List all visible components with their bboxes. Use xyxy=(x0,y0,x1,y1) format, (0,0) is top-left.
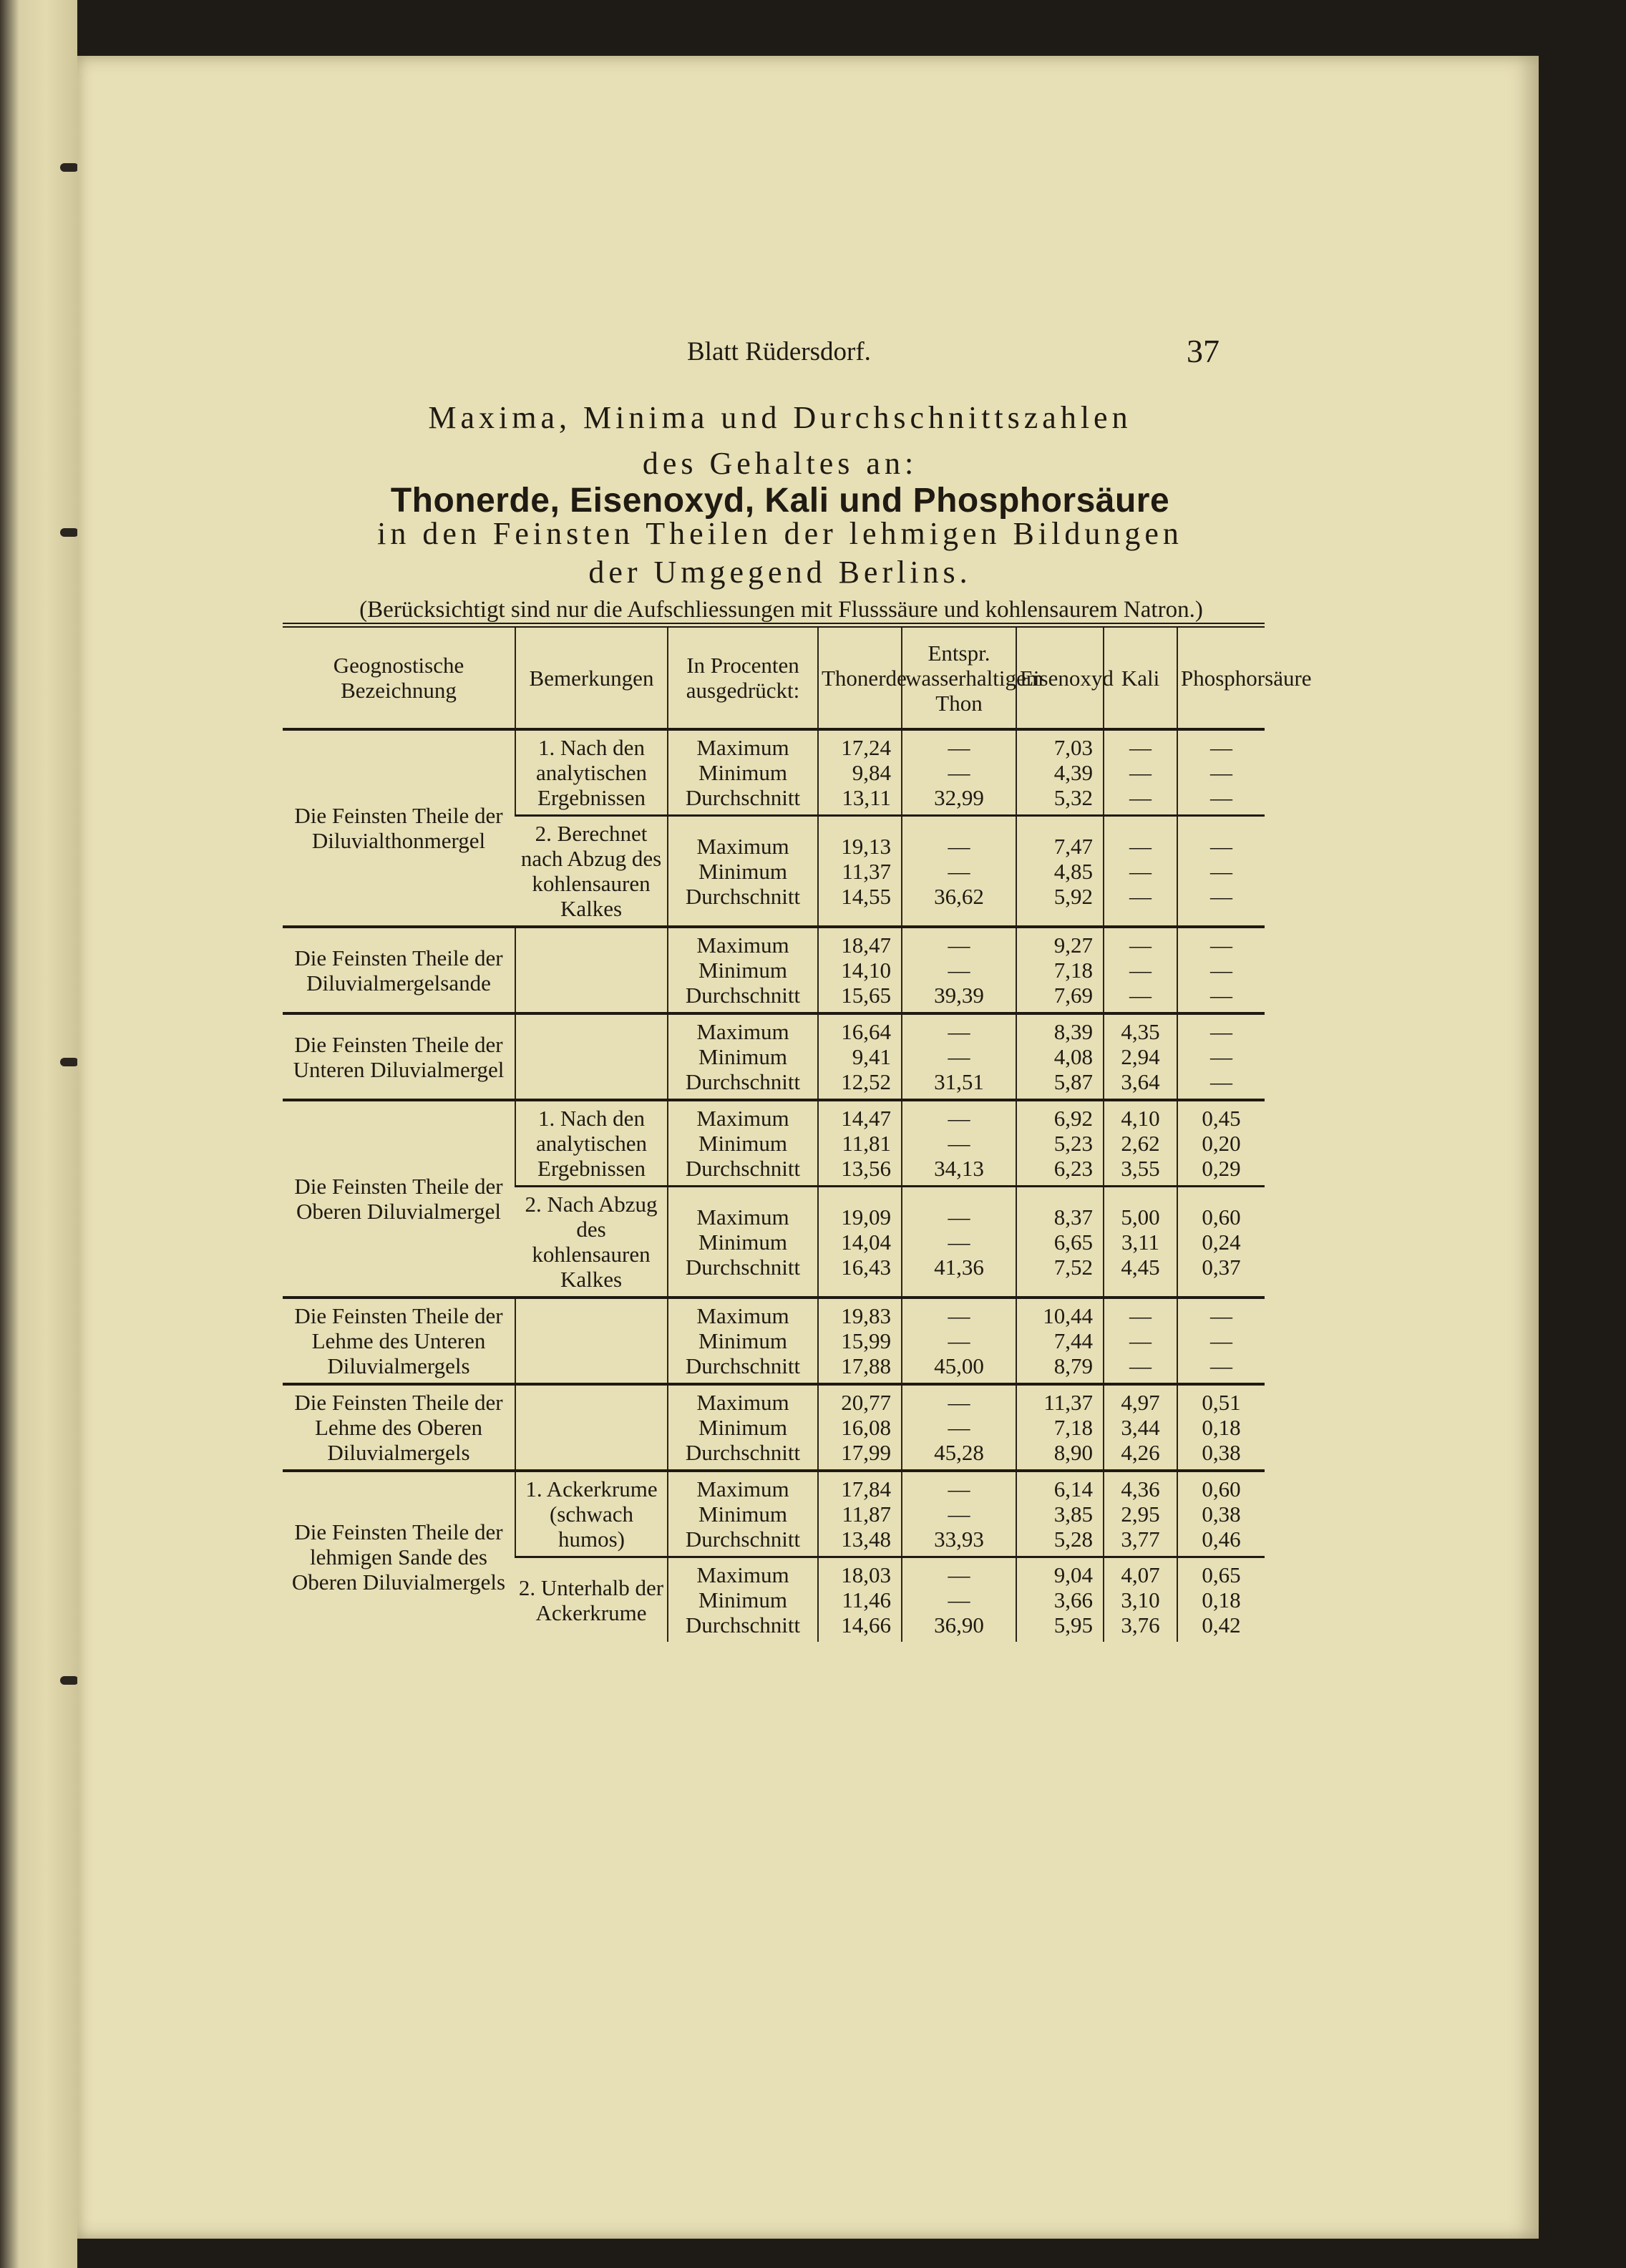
eisen-cell xyxy=(1016,729,1104,816)
stat-label: Minimum xyxy=(698,760,787,785)
header-percent: In Procenten ausgedrückt: xyxy=(668,626,818,730)
eisen-value: 7,47 xyxy=(1053,833,1093,859)
kali-value: 4,26 xyxy=(1121,1440,1160,1465)
eisen-cell xyxy=(1016,816,1104,928)
stat-label: Durchschnitt xyxy=(685,883,801,909)
group-label: Die Feinsten Theile der lehmigen Sande des Oberen Diluvialmergels xyxy=(283,1471,515,1642)
eisen-value: 4,08 xyxy=(1053,1044,1093,1069)
eisen-value: 7,18 xyxy=(1053,958,1093,983)
thon-value: 19,13 xyxy=(841,833,891,859)
wasser-value: 39,39 xyxy=(934,983,984,1008)
stat-label: Minimum xyxy=(698,1328,787,1353)
phos-value: — xyxy=(1210,858,1232,884)
wasser-value: 31,51 xyxy=(934,1069,984,1094)
wasser-cell xyxy=(902,816,1016,928)
title-line-4: in den Feinsten Theilen der lehmigen Bildungen xyxy=(377,516,1183,551)
eisen-cell xyxy=(1016,1187,1104,1298)
wasser-value: — xyxy=(948,1328,970,1353)
kali-value: 2,62 xyxy=(1121,1131,1160,1156)
wasser-value: — xyxy=(948,1303,970,1328)
stat-label: Minimum xyxy=(698,1131,787,1156)
stat-label: Minimum xyxy=(698,1044,787,1069)
thon-value: 16,64 xyxy=(841,1019,891,1044)
wasser-value: — xyxy=(948,1562,970,1587)
phos-cell xyxy=(1177,816,1265,928)
header-kali: Kali xyxy=(1104,626,1177,730)
wasser-value: — xyxy=(948,958,970,983)
binding-mark xyxy=(60,1676,79,1685)
stat-label: Maximum xyxy=(696,1303,789,1328)
wasser-value: — xyxy=(948,1204,970,1230)
kali-cell xyxy=(1104,729,1177,816)
table-row xyxy=(283,1100,1265,1187)
wasser-value: — xyxy=(948,1019,970,1044)
eisen-value: 10,44 xyxy=(1043,1303,1093,1328)
kali-value: 3,77 xyxy=(1121,1527,1160,1552)
table-body xyxy=(283,729,1265,1642)
remark-cell: 1. Nach den analytischen Ergebnissen xyxy=(515,729,668,816)
phos-value: — xyxy=(1210,1044,1232,1069)
thon-cell xyxy=(818,1187,902,1298)
header-eisenoxyd: Eisenoxyd xyxy=(1016,626,1104,730)
title-line-1: Maxima, Minima und Durchschnittszahlen xyxy=(428,400,1132,435)
stat-label: Durchschnitt xyxy=(685,1612,801,1637)
table-row xyxy=(283,1471,1265,1557)
eisen-value: 8,39 xyxy=(1053,1019,1093,1044)
eisen-cell xyxy=(1016,1298,1104,1384)
eisen-cell xyxy=(1016,1557,1104,1642)
kali-value: — xyxy=(1129,760,1152,785)
thon-value: 11,46 xyxy=(842,1587,891,1612)
binding-mark xyxy=(60,528,79,537)
remark-cell: 2. Berechnet nach Abzug des kohlensauren Kalkes xyxy=(515,816,668,928)
remark-cell: 1. Nach den analytischen Ergebnissen xyxy=(515,1100,668,1187)
eisen-cell xyxy=(1016,1384,1104,1471)
eisen-value: 4,85 xyxy=(1053,858,1093,884)
remark-cell: 2. Nach Abzug des kohlensauren Kalkes xyxy=(515,1187,668,1298)
thon-value: 16,08 xyxy=(841,1415,891,1440)
thon-value: 14,47 xyxy=(841,1106,891,1131)
phos-value: — xyxy=(1210,1069,1232,1094)
thon-value: 18,03 xyxy=(841,1562,891,1587)
thon-value: 17,88 xyxy=(841,1353,891,1378)
remark-cell xyxy=(515,1384,668,1471)
eisen-value: 9,27 xyxy=(1053,933,1093,958)
thon-cell xyxy=(818,1471,902,1557)
stat-label: Durchschnitt xyxy=(685,1156,801,1181)
eisen-value: 5,95 xyxy=(1053,1612,1093,1637)
thon-value: 11,87 xyxy=(842,1502,891,1527)
wasser-cell xyxy=(902,1384,1016,1471)
stat-cell xyxy=(668,816,818,928)
stat-label: Minimum xyxy=(698,1587,787,1612)
wasser-value: — xyxy=(948,735,970,760)
eisen-value: 6,23 xyxy=(1053,1156,1093,1181)
table-row xyxy=(283,1013,1265,1100)
phos-cell xyxy=(1177,729,1265,816)
table-row xyxy=(283,1384,1265,1471)
kali-cell xyxy=(1104,1013,1177,1100)
eisen-value: 7,52 xyxy=(1053,1254,1093,1280)
header-thonerde: Thonerde xyxy=(818,626,902,730)
method-note: (Berücksichtigt sind nur die Aufschliessungen mit Flusssäure und kohlensaurem Natron.) xyxy=(359,597,1203,623)
stat-cell xyxy=(668,927,818,1013)
phos-value: 0,29 xyxy=(1202,1156,1241,1181)
phos-value: 0,24 xyxy=(1202,1229,1241,1255)
group-label: Die Feinsten Theile der Unteren Diluvialmergel xyxy=(283,1013,515,1100)
wasser-value: — xyxy=(948,1131,970,1156)
eisen-value: 7,18 xyxy=(1053,1415,1093,1440)
thon-cell xyxy=(818,816,902,928)
thon-value: 13,48 xyxy=(841,1527,891,1552)
stat-label: Durchschnitt xyxy=(685,1069,801,1094)
phos-cell xyxy=(1177,1557,1265,1642)
kali-value: 4,97 xyxy=(1121,1390,1160,1415)
wasser-value: — xyxy=(948,1044,970,1069)
phos-value: — xyxy=(1210,760,1232,785)
kali-value: — xyxy=(1129,735,1152,760)
thon-value: 16,43 xyxy=(841,1254,891,1280)
thon-value: 18,47 xyxy=(841,933,891,958)
eisen-value: 8,90 xyxy=(1053,1440,1093,1465)
thon-value: 11,81 xyxy=(842,1131,891,1156)
stat-label: Minimum xyxy=(698,858,787,884)
kali-value: 4,45 xyxy=(1121,1254,1160,1280)
wasser-cell xyxy=(902,927,1016,1013)
title-line-5: der Umgegend Berlins. xyxy=(588,555,972,590)
eisen-value: 3,85 xyxy=(1053,1502,1093,1527)
eisen-value: 5,32 xyxy=(1053,785,1093,810)
thon-value: 15,65 xyxy=(841,983,891,1008)
thon-value: 9,41 xyxy=(852,1044,891,1069)
kali-value: 3,55 xyxy=(1121,1156,1160,1181)
wasser-cell xyxy=(902,1187,1016,1298)
wasser-value: — xyxy=(948,833,970,859)
stat-label: Durchschnitt xyxy=(685,1527,801,1552)
remark-cell: 2. Unterhalb der Ackerkrume xyxy=(515,1557,668,1642)
wasser-value: — xyxy=(948,1502,970,1527)
table-row xyxy=(283,1298,1265,1384)
eisen-value: 7,44 xyxy=(1053,1328,1093,1353)
phos-value: — xyxy=(1210,958,1232,983)
page-number: 37 xyxy=(1187,333,1220,369)
phos-value: 0,20 xyxy=(1202,1131,1241,1156)
kali-value: 4,35 xyxy=(1121,1019,1160,1044)
eisen-value: 11,37 xyxy=(1043,1390,1093,1415)
eisen-cell xyxy=(1016,1013,1104,1100)
wasser-cell xyxy=(902,1013,1016,1100)
wasser-cell xyxy=(902,1100,1016,1187)
thon-value: 20,77 xyxy=(841,1390,891,1415)
thon-value: 9,84 xyxy=(852,760,891,785)
eisen-value: 5,28 xyxy=(1053,1527,1093,1552)
phos-cell xyxy=(1177,1187,1265,1298)
thon-cell xyxy=(818,1013,902,1100)
phos-value: 0,51 xyxy=(1202,1390,1241,1415)
kali-value: — xyxy=(1129,1328,1152,1353)
thon-value: 17,24 xyxy=(841,735,891,760)
phos-value: — xyxy=(1210,1019,1232,1044)
thon-value: 13,56 xyxy=(841,1156,891,1181)
stat-cell xyxy=(668,1013,818,1100)
thon-cell xyxy=(818,927,902,1013)
thon-value: 14,66 xyxy=(841,1612,891,1637)
stat-cell xyxy=(668,1557,818,1642)
thon-cell xyxy=(818,1298,902,1384)
phos-value: 0,60 xyxy=(1202,1476,1241,1502)
phos-value: — xyxy=(1210,833,1232,859)
kali-cell xyxy=(1104,1384,1177,1471)
header-thon: Entspr. wasserhaltigem Thon xyxy=(902,626,1016,730)
wasser-value: 45,28 xyxy=(934,1440,984,1465)
phos-value: 0,18 xyxy=(1202,1587,1241,1612)
eisen-value: 9,04 xyxy=(1053,1562,1093,1587)
wasser-value: — xyxy=(948,933,970,958)
running-title: Blatt Rüdersdorf. xyxy=(687,337,871,366)
eisen-value: 6,92 xyxy=(1053,1106,1093,1131)
kali-cell xyxy=(1104,1100,1177,1187)
eisen-value: 4,39 xyxy=(1053,760,1093,785)
kali-value: 4,07 xyxy=(1121,1562,1160,1587)
phos-value: 0,37 xyxy=(1202,1254,1241,1280)
stat-label: Maximum xyxy=(696,1019,789,1044)
thon-value: 19,09 xyxy=(841,1204,891,1230)
kali-value: 4,10 xyxy=(1121,1106,1160,1131)
thon-value: 14,55 xyxy=(841,883,891,909)
kali-value: — xyxy=(1129,1353,1152,1378)
remark-cell xyxy=(515,927,668,1013)
group-label: Die Feinsten Theile der Lehme des Oberen Diluvialmergels xyxy=(283,1384,515,1471)
phos-value: — xyxy=(1210,1328,1232,1353)
kali-cell xyxy=(1104,927,1177,1013)
phos-value: 0,38 xyxy=(1202,1440,1241,1465)
wasser-value: — xyxy=(948,1106,970,1131)
stat-label: Maximum xyxy=(696,1476,789,1502)
kali-value: 4,36 xyxy=(1121,1476,1160,1502)
thon-value: 11,37 xyxy=(842,858,891,884)
phos-value: — xyxy=(1210,1303,1232,1328)
remark-cell xyxy=(515,1298,668,1384)
kali-cell xyxy=(1104,816,1177,928)
eisen-cell xyxy=(1016,1100,1104,1187)
header-phosphor: Phosphorsäure xyxy=(1177,626,1265,730)
stat-label: Maximum xyxy=(696,833,789,859)
phos-value: — xyxy=(1210,983,1232,1008)
phos-cell xyxy=(1177,1013,1265,1100)
kali-value: 5,00 xyxy=(1121,1204,1160,1230)
thon-value: 13,11 xyxy=(842,785,891,810)
phos-value: — xyxy=(1210,933,1232,958)
stat-label: Durchschnitt xyxy=(685,1353,801,1378)
wasser-value: — xyxy=(948,760,970,785)
binding-mark xyxy=(60,163,79,172)
wasser-value: — xyxy=(948,1415,970,1440)
group-label: Die Feinsten Theile der Lehme des Unteren Diluvialmergels xyxy=(283,1298,515,1384)
stat-label: Maximum xyxy=(696,735,789,760)
eisen-value: 5,23 xyxy=(1053,1131,1093,1156)
phos-value: 0,46 xyxy=(1202,1527,1241,1552)
title-line-2: des Gehaltes an: xyxy=(642,446,918,481)
eisen-value: 7,69 xyxy=(1053,983,1093,1008)
phos-cell xyxy=(1177,1471,1265,1557)
phos-value: — xyxy=(1210,1353,1232,1378)
binding-mark xyxy=(60,1058,79,1066)
thon-value: 14,10 xyxy=(841,958,891,983)
stat-label: Durchschnitt xyxy=(685,785,801,810)
stat-label: Maximum xyxy=(696,1106,789,1131)
stat-cell xyxy=(668,1471,818,1557)
thon-cell xyxy=(818,1557,902,1642)
kali-value: 3,76 xyxy=(1121,1612,1160,1637)
thon-cell xyxy=(818,1100,902,1187)
group-label: Die Feinsten Theile der Diluvialmergelsande xyxy=(283,927,515,1013)
phos-cell xyxy=(1177,1384,1265,1471)
phos-cell xyxy=(1177,1100,1265,1187)
stat-label: Maximum xyxy=(696,1390,789,1415)
phos-value: 0,18 xyxy=(1202,1415,1241,1440)
eisen-value: 6,14 xyxy=(1053,1476,1093,1502)
thon-value: 19,83 xyxy=(841,1303,891,1328)
kali-value: 3,10 xyxy=(1121,1587,1160,1612)
wasser-value: — xyxy=(948,1390,970,1415)
phos-value: 0,60 xyxy=(1202,1204,1241,1230)
eisen-cell xyxy=(1016,1471,1104,1557)
remark-cell xyxy=(515,1013,668,1100)
kali-value: — xyxy=(1129,858,1152,884)
stat-cell xyxy=(668,1100,818,1187)
thon-value: 15,99 xyxy=(841,1328,891,1353)
wasser-value: — xyxy=(948,858,970,884)
eisen-value: 6,65 xyxy=(1053,1229,1093,1255)
wasser-cell xyxy=(902,1557,1016,1642)
eisen-cell xyxy=(1016,927,1104,1013)
stat-label: Durchschnitt xyxy=(685,1440,801,1465)
stat-label: Maximum xyxy=(696,933,789,958)
kali-cell xyxy=(1104,1557,1177,1642)
thon-cell xyxy=(818,729,902,816)
phos-value: 0,65 xyxy=(1202,1562,1241,1587)
kali-cell xyxy=(1104,1187,1177,1298)
stat-label: Minimum xyxy=(698,1415,787,1440)
book-gutter xyxy=(0,0,77,2268)
group-label: Die Feinsten Theile der Oberen Diluvialmergel xyxy=(283,1100,515,1298)
kali-value: — xyxy=(1129,1303,1152,1328)
wasser-value: 33,93 xyxy=(934,1527,984,1552)
eisen-value: 5,87 xyxy=(1053,1069,1093,1094)
title-line-3: Thonerde, Eisenoxyd, Kali und Phosphorsäure xyxy=(390,482,1170,520)
wasser-value: — xyxy=(948,1587,970,1612)
kali-value: — xyxy=(1129,833,1152,859)
kali-value: 2,94 xyxy=(1121,1044,1160,1069)
wasser-value: 36,62 xyxy=(934,883,984,909)
wasser-value: 41,36 xyxy=(934,1254,984,1280)
header-row xyxy=(283,626,1265,730)
data-table xyxy=(283,623,1312,1642)
kali-cell xyxy=(1104,1298,1177,1384)
phos-cell xyxy=(1177,1298,1265,1384)
kali-value: 2,95 xyxy=(1121,1502,1160,1527)
table-row xyxy=(283,729,1265,816)
thon-value: 17,99 xyxy=(841,1440,891,1465)
wasser-value: 45,00 xyxy=(934,1353,984,1378)
stat-label: Minimum xyxy=(698,1502,787,1527)
phos-value: 0,45 xyxy=(1202,1106,1241,1131)
eisen-value: 8,79 xyxy=(1053,1353,1093,1378)
eisen-value: 7,03 xyxy=(1053,735,1093,760)
stat-label: Maximum xyxy=(696,1204,789,1230)
phos-value: — xyxy=(1210,883,1232,909)
kali-value: 3,64 xyxy=(1121,1069,1160,1094)
phos-value: — xyxy=(1210,735,1232,760)
stat-label: Minimum xyxy=(698,1229,787,1255)
eisen-value: 5,92 xyxy=(1053,883,1093,909)
kali-value: — xyxy=(1129,785,1152,810)
kali-value: — xyxy=(1129,983,1152,1008)
group-label: Die Feinsten Theile der Diluvialthonmergel xyxy=(283,729,515,927)
wasser-cell xyxy=(902,729,1016,816)
kali-value: — xyxy=(1129,883,1152,909)
kali-value: 3,11 xyxy=(1121,1229,1160,1255)
stat-cell xyxy=(668,1187,818,1298)
phos-cell xyxy=(1177,927,1265,1013)
stat-label: Maximum xyxy=(696,1562,789,1587)
wasser-value: 32,99 xyxy=(934,785,984,810)
eisen-value: 3,66 xyxy=(1053,1587,1093,1612)
phos-value: 0,42 xyxy=(1202,1612,1241,1637)
stat-cell xyxy=(668,1298,818,1384)
thon-value: 14,04 xyxy=(841,1229,891,1255)
wasser-cell xyxy=(902,1298,1016,1384)
phos-value: — xyxy=(1210,785,1232,810)
kali-cell xyxy=(1104,1471,1177,1557)
wasser-cell xyxy=(902,1471,1016,1557)
stat-label: Durchschnitt xyxy=(685,983,801,1008)
stat-cell xyxy=(668,729,818,816)
wasser-value: 36,90 xyxy=(934,1612,984,1637)
remark-cell: 1. Ackerkrume (schwach humos) xyxy=(515,1471,668,1557)
thon-cell xyxy=(818,1384,902,1471)
wasser-value: — xyxy=(948,1229,970,1255)
kali-value: — xyxy=(1129,933,1152,958)
wasser-value: — xyxy=(948,1476,970,1502)
stat-cell xyxy=(668,1384,818,1471)
header-geo: Geognostische Bezeichnung xyxy=(333,653,464,703)
header-remark: Bemerkungen xyxy=(515,626,668,730)
phos-value: 0,38 xyxy=(1202,1502,1241,1527)
stat-label: Durchschnitt xyxy=(685,1254,801,1280)
kali-value: 3,44 xyxy=(1121,1415,1160,1440)
table-row xyxy=(283,927,1265,1013)
wasser-value: 34,13 xyxy=(934,1156,984,1181)
stat-label: Minimum xyxy=(698,958,787,983)
thon-value: 12,52 xyxy=(841,1069,891,1094)
thon-value: 17,84 xyxy=(841,1476,891,1502)
eisen-value: 8,37 xyxy=(1053,1204,1093,1230)
kali-value: — xyxy=(1129,958,1152,983)
